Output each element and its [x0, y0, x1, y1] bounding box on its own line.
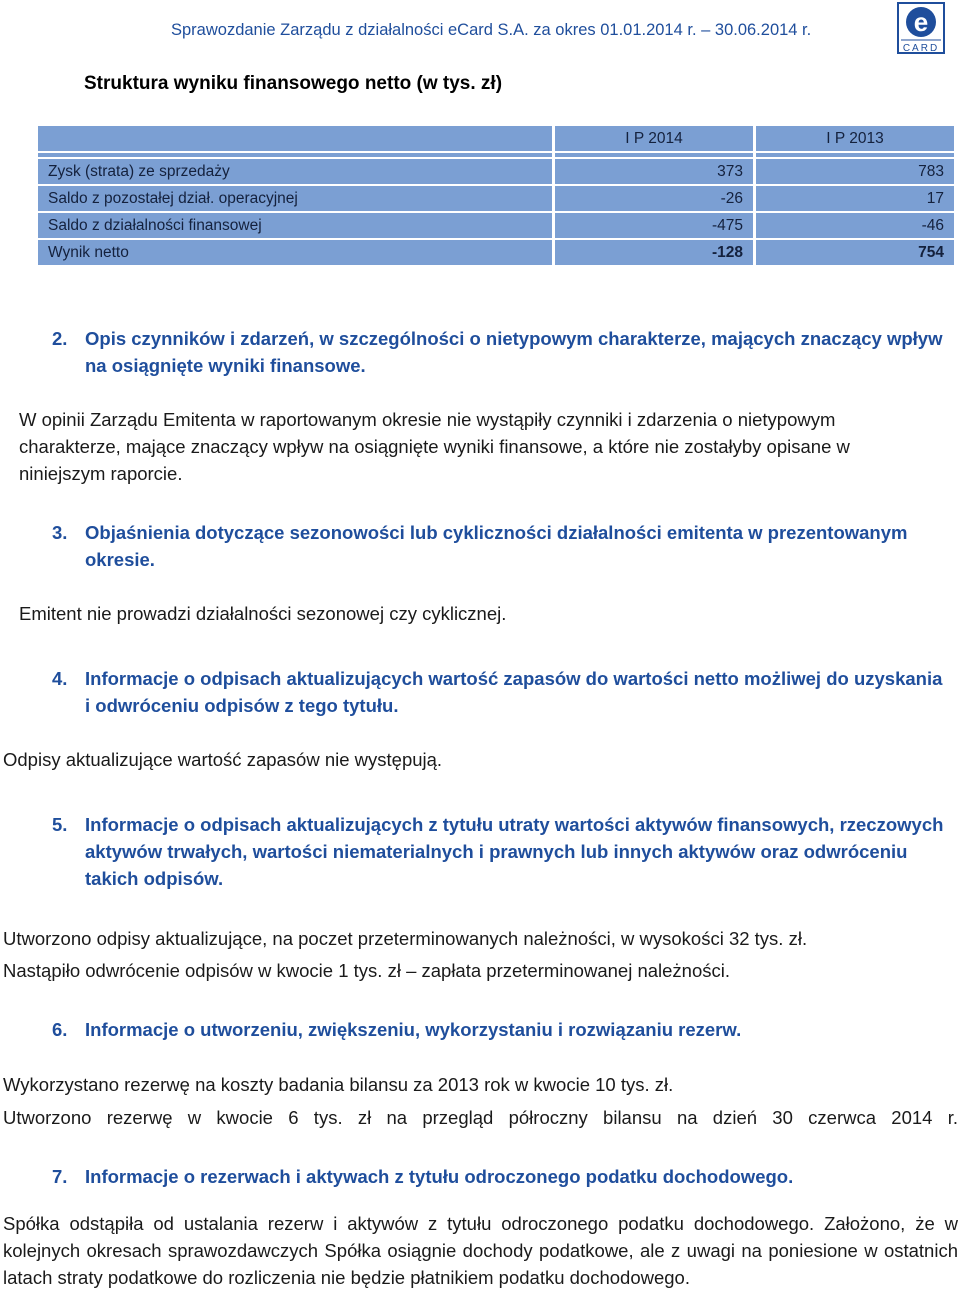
section-number: 6. [52, 1019, 68, 1040]
page-title: Struktura wyniku finansowego netto (w tys. zł) [84, 73, 503, 94]
section-number: 2. [52, 328, 68, 349]
section-title: Informacje o odpisach aktualizujących wartość zapasów do wartości netto możliwej do uzyskania i odwróceniu odpisów z tego tytułu. [85, 668, 943, 716]
cell-value: -26 [552, 186, 753, 211]
report-header-title: Sprawozdanie Zarządu z działalności eCard S.A. za okres 01.01.2014 r. – 30.06.2014 r. [171, 21, 812, 39]
section-body: Emitent nie prowadzi działalności sezonowej czy cyklicznej. [19, 603, 507, 624]
row-label: Wynik netto [38, 240, 552, 265]
table-row [38, 186, 954, 211]
section-title: Informacje o odpisach aktualizujących z tytułu utraty wartości aktywów finansowych, rzeczowych aktywów trwałych, wartości niematerialnych i prawnych lub innych aktywów oraz odwróceniu takich odpisów. [85, 814, 944, 889]
section-heading-3 [52, 519, 952, 573]
cell-value: 783 [753, 159, 954, 184]
section-number: 4. [52, 668, 68, 689]
section-heading-5 [52, 811, 952, 892]
column-header: I P 2014 [552, 126, 753, 151]
table-row [38, 213, 954, 238]
table-header-row [38, 126, 954, 151]
cell-value: 17 [753, 186, 954, 211]
section-number: 3. [52, 522, 68, 543]
section-heading-7 [52, 1163, 952, 1190]
section-number: 5. [52, 814, 68, 835]
section-title: Objaśnienia dotyczące sezonowości lub cykliczności działalności emitenta w prezentowanym okresie. [85, 522, 908, 570]
cell-value: -475 [552, 213, 753, 238]
section-body: Utworzono rezerwę w kwocie 6 tys. zł na przegląd półroczny bilansu na dzień 30 czerwca 2014 r. [3, 1107, 958, 1128]
logo-letter: e [913, 7, 929, 37]
section-body: Spółka odstąpiła od ustalania rezerw i aktywów z tytułu odroczonego podatku dochodowego. Założono, że w kolejnych okresach sprawozdawczych Spółka osiągnie dochody podatkowe, ale z uwagi na poniesione w ostatnich latach straty podatkowe do rozliczenia nie będzie płatnikiem podatku dochodowego. [3, 1213, 958, 1288]
section-number: 7. [52, 1166, 68, 1187]
section-title: Opis czynników i zdarzeń, w szczególności o nietypowym charakterze, mających znaczący wpływ na osiągnięte wyniki finansowe. [85, 328, 943, 376]
section-title: Informacje o utworzeniu, zwiększeniu, wykorzystaniu i rozwiązaniu rezerw. [85, 1019, 742, 1040]
section-body: Utworzono odpisy aktualizujące, na poczet przeterminowanych należności, w wysokości 32 tys. zł. [3, 928, 808, 949]
section-body: Wykorzystano rezerwę na koszty badania bilansu za 2013 rok w kwocie 10 tys. zł. [3, 1074, 674, 1095]
row-label: Saldo z działalności finansowej [38, 213, 552, 238]
financial-result-table [38, 124, 954, 267]
section-body: Nastąpiło odwrócenie odpisów w kwocie 1 tys. zł – zapłata przeterminowanej należności. [3, 960, 731, 981]
section-body: Odpisy aktualizujące wartość zapasów nie występują. [3, 749, 443, 770]
cell-value: 754 [753, 240, 954, 265]
row-label: Zysk (strata) ze sprzedaży [38, 159, 552, 184]
column-header: I P 2013 [753, 126, 954, 151]
table-row-total [38, 240, 954, 265]
cell-value: -46 [753, 213, 954, 238]
ecard-logo [897, 2, 945, 54]
table-row [38, 159, 954, 184]
section-title: Informacje o rezerwach i aktywach z tytułu odroczonego podatku dochodowego. [85, 1166, 794, 1187]
section-body: W opinii Zarządu Emitenta w raportowanym okresie nie wystąpiły czynniki i zdarzenia o nietypowym charakterze, mające znaczący wpływ na osiągnięte wyniki finansowe, a które nie zostałyby opisane w niniejszym raporcie. [19, 409, 850, 484]
cell-value: 373 [552, 159, 753, 184]
logo-text: CARD [902, 43, 940, 54]
section-heading-4 [52, 665, 952, 719]
cell-value: -128 [552, 240, 753, 265]
section-heading-2 [52, 325, 952, 379]
section-heading-6 [52, 1016, 952, 1043]
row-label: Saldo z pozostałej dział. operacyjnej [38, 186, 552, 211]
table-header-empty [38, 126, 552, 151]
